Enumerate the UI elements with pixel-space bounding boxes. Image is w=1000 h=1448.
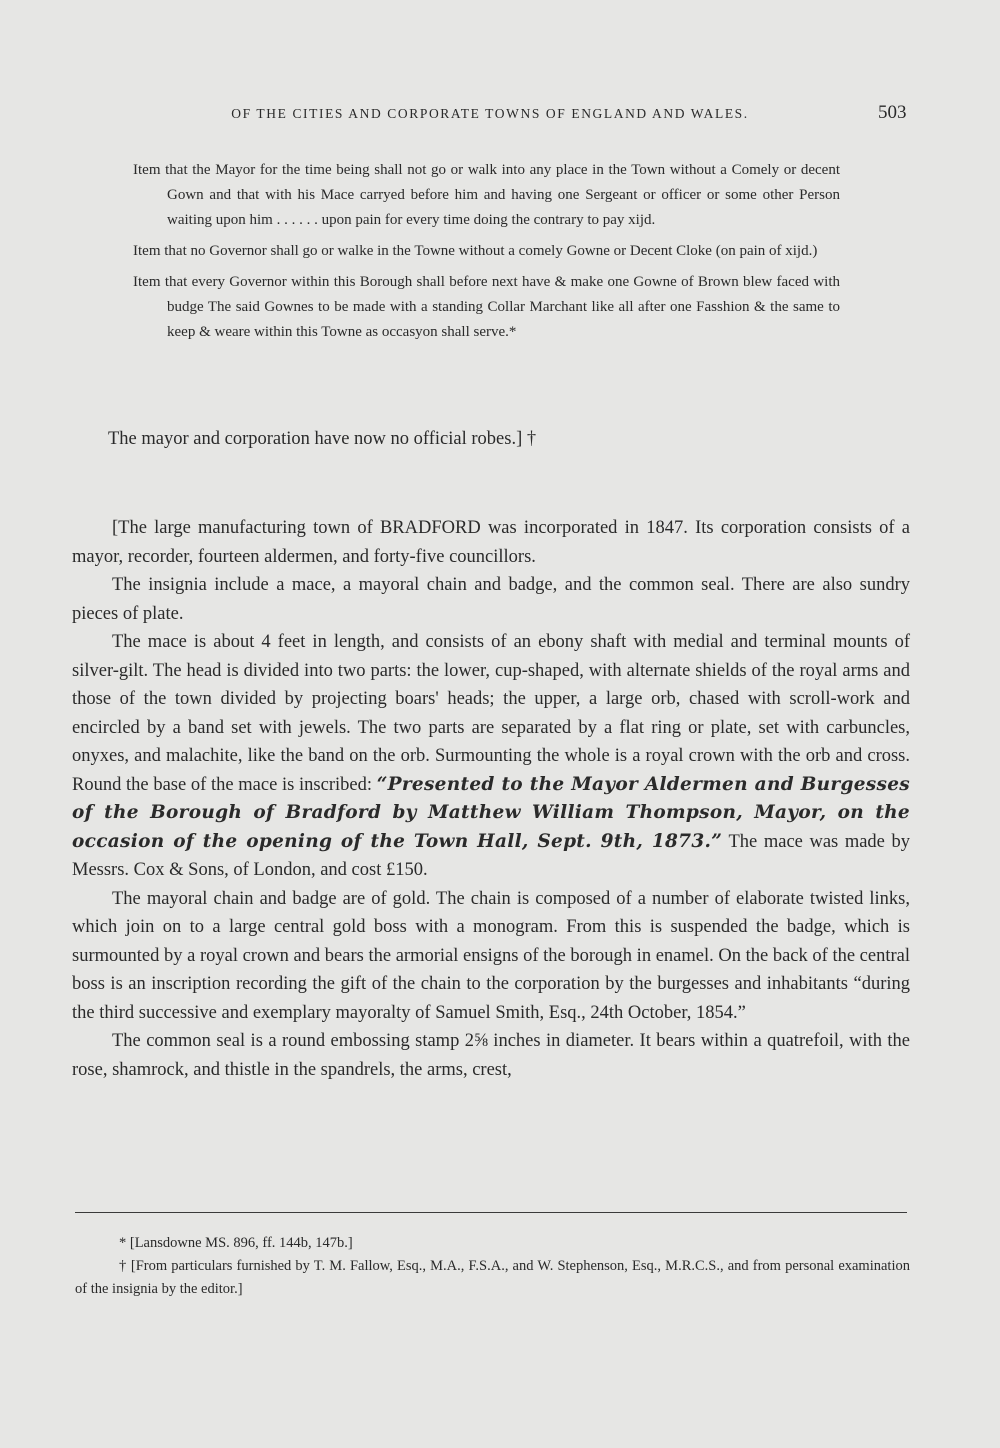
order-item-mayor-gown: Item that the Mayor for the time being shall not go or walk into any place in the Town without a Comely or decent Gown and that with his Mace carryed before him and having one Sergeant or officer or some other Person waiting upon him . . . . . . upon pain for every time doing the contrary to pay xijd. [133, 162, 840, 228]
mace-paragraph [72, 628, 910, 885]
mace-maker: The mace was made by Messrs. Cox & Sons, of London, and cost £150. [72, 831, 910, 880]
chain-paragraph: The mayoral chain and badge are of gold. The chain is composed of a number of elaborate twisted links, which join on to a large central gold boss with a monogram. From this is suspended the badge, which is surmounted by a royal crown and bears the armorial ensigns of the borough in enamel. On the back of the central boss is an inscription recording the gift of the chain to the corporation by the burgesses and inhabitants “during the third successive and exemplary mayoralty of Samuel Smith, Esq., 24th October, 1854.” [72, 888, 910, 1023]
mace-inscription: “Presented to the Mayor Aldermen and Burgesses of the Borough of Bradford by Matthew William Thompson, Mayor, on the occasion of the opening of the Town Hall, Sept. 9th, 1873.” [72, 773, 910, 852]
order-item-governor-gown: Item that no Governor shall go or walke in the Towne without a comely Gowne or Decent Cloke (on pain of xijd.) [133, 243, 818, 259]
order-item-governor-new-gown: Item that every Governor within this Borough shall before next have & make one Gowne of Brown blew faced with budge The said Gownes to be made with a standing Collar Marchant like all after one Fasshion & the same to keep & weare within this Towne as occasyon shall serve.* [133, 274, 840, 340]
intro-paragraph: [The large manufacturing town of BRADFORD was incorporated in 1847. Its corporation consists of a mayor, recorder, fourteen aldermen, and forty-five councillors. [72, 518, 910, 567]
quoted-orders [133, 158, 840, 345]
running-title: OF THE CITIES AND CORPORATE TOWNS OF ENGLAND AND WALES. [231, 106, 749, 121]
insignia-paragraph: The insignia include a mace, a mayoral chain and badge, and the common seal. There are also sundry pieces of plate. [72, 575, 910, 624]
bradford-section [72, 514, 910, 1084]
robes-note: The mayor and corporation have now no official robes.] † [108, 429, 537, 449]
seal-paragraph: The common seal is a round embossing stamp 2⅝ inches in diameter. It bears within a quatrefoil, with the rose, shamrock, and thistle in the spandrels, the arms, crest, [72, 1031, 910, 1080]
mace-description: The mace is about 4 feet in length, and consists of an ebony shaft with medial and terminal mounts of silver-gilt. The head is divided into two parts: the lower, cup-shaped, with alternate shields of the royal arms and those of the town divided by projecting boars' heads; the upper, a large orb, chased with scroll-work and encircled by a band set with jewels. The two parts are separated by a flat ring or plate, set with carbuncles, onyxes, and malachite, like the band on the orb. Surmounting the whole is a royal crown with the orb and cross. Round the base of the mace is inscribed: [72, 632, 910, 795]
footnote-lansdowne: * [Lansdowne MS. 896, ff. 144b, 147b.] [119, 1235, 353, 1251]
page-number: 503 [878, 102, 907, 123]
footnote-particulars: † [From particulars furnished by T. M. Fallow, Esq., M.A., F.S.A., and W. Stephenson, Esq., M.R.C.S., and from personal examination of the insignia by the editor.] [75, 1258, 910, 1297]
footnotes [75, 1232, 910, 1301]
footnote-divider [75, 1212, 907, 1213]
